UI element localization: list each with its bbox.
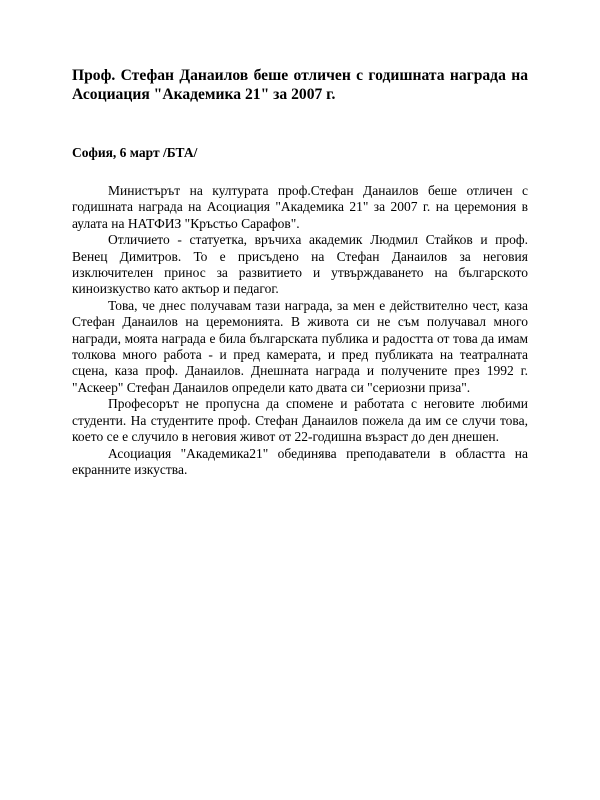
article-dateline: София, 6 март /БТА/ [72,145,198,160]
article-title: Проф. Стефан Данаилов беше отличен с годишната награда на Асоциация "Академика 21" за 2007 г. [72,67,528,103]
document-page [72,66,528,478]
paragraph: Професорът не пропусна да спомене и работата с неговите любими студенти. На студентите проф. Стефан Данаилов пожела да им се случи това, което се е случило в неговия живот от 22-годишна възраст до ден днешен. [72,396,528,445]
paragraph: Асоциация "Академика21" обединява преподаватели в областта на екранните изкуства. [72,445,528,477]
paragraph: Отличието - статуетка, връчиха академик Людмил Стайков и проф. Венец Димитров. То е присъдено на Стефан Данаилов за неговия изключителен принос за развитието и утвърждаването на българското киноизкуство като актьор и педагог. [72,232,528,297]
article-body [72,183,528,478]
paragraph: Това, че днес получавам тази награда, за мен е действително чест, каза Стефан Данаилов на церемонията. В живота си не съм получавал много награди, моята награда е била българската публика и радостта от това да имам толкова много работа - и пред камерата, и пред публиката на театралната сцена, каза проф. Данаилов. Днешната награда и получените през 1992 г. "Аскеер" Стефан Данаилов определи като двата си "сериозни приза". [72,297,528,395]
paragraph: Министърът на културата проф.Стефан Данаилов беше отличен с годишната награда на Асоциация "Академика 21" за 2007 г. на церемония в аулата на НАТФИЗ "Кръстьо Сарафов". [72,183,528,231]
